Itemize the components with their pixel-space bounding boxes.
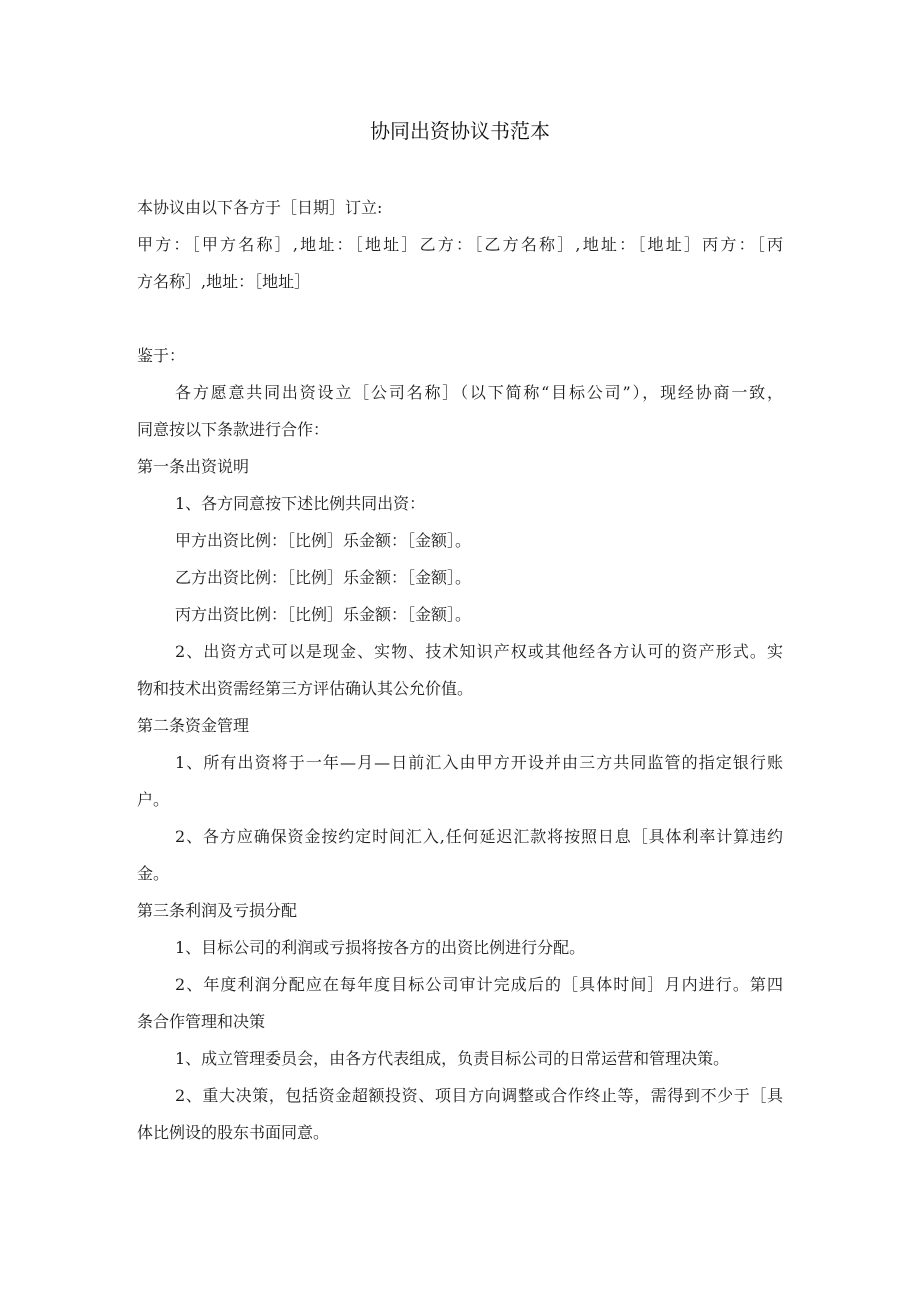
article-2-item-1-line-1: 1、所有出资将于一年—月—日前汇入由甲方开设并由三方共同监管的指定银行账 [175,753,783,772]
article-3-item-2-line-2: 条合作管理和决策 [137,1012,266,1031]
article-3-item-1: 1、目标公司的利润或亏损将按各方的出资比例进行分配。 [175,938,586,957]
whereas-line-2: 同意按以下条款进行合作： [137,420,330,439]
whereas-label: 鉴于： [137,346,186,365]
article-4-item-2-line-1: 2、重大决策，包括资金超额投资、项目方向调整或合作终止等，需得到不少于［具 [175,1086,783,1105]
article-1-item-1: 1、各方同意按下述比例共同出资： [175,494,426,513]
article-3-item-2-line-1: 2、年度利润分配应在每年度目标公司审计完成后的［具体时间］月内进行。第四 [175,975,783,994]
article-2-item-2-line-2: 金。 [137,864,170,883]
article-1-party-b: 乙方出资比例：［比例］乐金额：［金额］。 [175,568,472,587]
article-2-title: 第二条资金管理 [137,716,250,735]
article-4-item-2-line-2: 体比例设的股东书面同意。 [137,1123,330,1142]
parties-line-2: 方名称］,地址：［地址］ [137,272,311,291]
document-title: 协同出资协议书范本 [370,119,550,143]
article-2-item-1-line-2: 户。 [137,790,170,809]
whereas-line-1: 各方愿意共同出资设立［公司名称］（以下简称“目标公司”），现经协商一致， [175,383,783,402]
article-3-title: 第三条利润及亏损分配 [137,901,298,920]
parties-line-1: 甲方：［甲方名称］,地址：［地址］乙方：［乙方名称］,地址：［地址］丙方：［丙 [137,235,783,254]
intro-text: 本协议由以下各方于［日期］订立: [137,198,383,217]
article-1-item-2-line-1: 2、出资方式可以是现金、实物、技术知识产权或其他经各方认可的资产形式。实 [175,642,783,661]
article-4-item-1: 1、成立管理委员会，由各方代表组成，负责目标公司的日常运营和管理决策。 [175,1049,730,1068]
article-1-party-a: 甲方出资比例：［比例］乐金额：［金额］。 [175,531,472,550]
article-1-title: 第一条出资说明 [137,457,250,476]
article-1-item-2-line-2: 物和技术出资需经第三方评估确认其公允价值。 [137,679,474,698]
article-1-party-c: 丙方出资比例：［比例］乐金额：［金额］。 [175,605,472,624]
article-2-item-2-line-1: 2、各方应确保资金按约定时间汇入,任何延迟汇款将按照日息［具体利率计算违约 [175,827,783,846]
